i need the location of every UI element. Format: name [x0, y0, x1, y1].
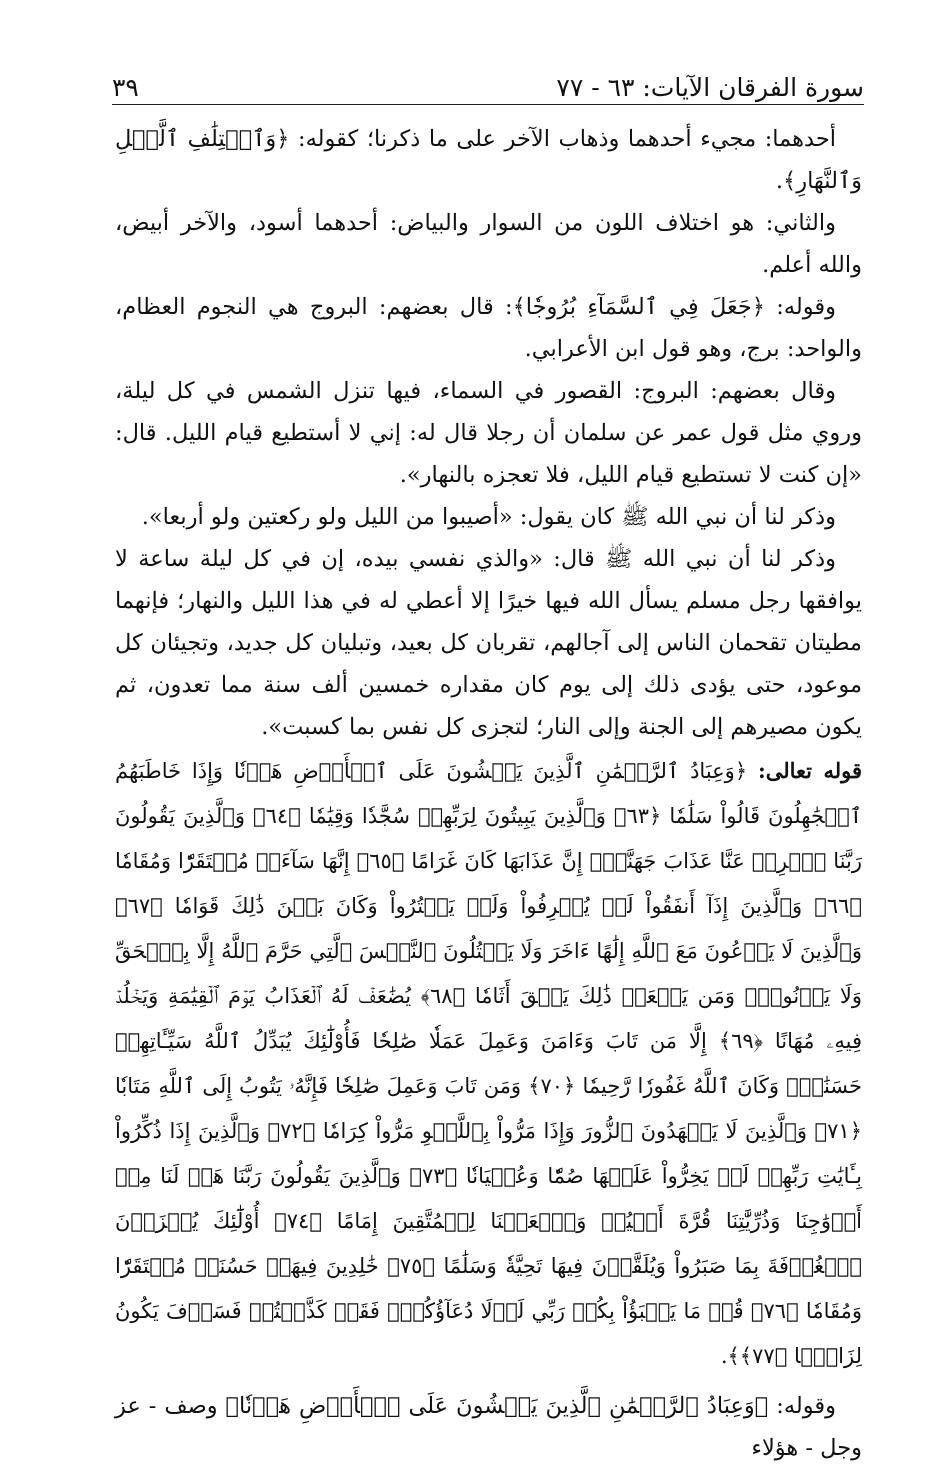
page-body	[115, 118, 862, 1469]
paragraph: وذكر لنا أن نبي الله ﷺ كان يقول: «أصيبوا من الليل ولو ركعتين ولو أربعا».	[141, 504, 836, 530]
paragraph: وقوله: ﴿وَعِبَادُ ٱلرَّحۡمَٰنِ ٱلَّذِينَ يَمۡشُونَ عَلَى ٱلۡأَرۡضِ هَوۡنٗا﴾ وصف - عز وجل - هؤلاء	[115, 1393, 862, 1461]
paragraph: وقوله: ﴿جَعَلَ فِي ٱلسَّمَآءِ بُرُوجٗا﴾: قال بعضهم: البروج هي النجوم العظام، والواحد: برج، وهو قول ابن الأعرابي.	[115, 294, 862, 362]
quran-text: ﴿وَعِبَادُ ٱلرَّحۡمَٰنِ ٱلَّذِينَ يَمۡشُونَ عَلَى ٱلۡأَرۡضِ هَوۡنٗا وَإِذَا خَاطَبَهُمُ ٱلۡجَٰهِلُونَ قَالُواْ سَلَٰمٗا ﴿٦٣﴾ وَٱلَّذِينَ يَبِيتُونَ لِرَبِّهِمۡ سُجَّدٗا وَقِيَٰمٗا ﴿٦٤﴾ وَٱلَّذِينَ يَقُولُونَ رَبَّنَا ٱصۡرِفۡ عَنَّا عَذَابَ جَهَنَّمَۖ إِنَّ عَذَابَهَا كَانَ غَرَامًا ﴿٦٥﴾ إِنَّهَا سَآءَتۡ مُسۡتَقَرّٗا وَمُقَامٗا ﴿٦٦﴾ وَٱلَّذِينَ إِذَآ أَنفَقُواْ لَمۡ يُسۡرِفُواْ وَلَمۡ يَقۡتُرُواْ وَكَانَ بَيۡنَ ذَٰلِكَ قَوَامٗا ﴿٦٧﴾ وَٱلَّذِينَ لَا يَدۡعُونَ مَعَ ٱللَّهِ إِلَٰهًا ءَاخَرَ وَلَا يَقۡتُلُونَ ٱلنَّفۡسَ ٱلَّتِي حَرَّمَ ٱللَّهُ إِلَّا بِٱلۡحَقِّ وَلَا يَزۡنُونَۚ وَمَن يَفۡعَلۡ ذَٰلِكَ يَلۡقَ أَثَامٗا ﴿٦٨﴾ يُضَٰعَفۡ لَهُ ٱلۡعَذَابُ يَوۡمَ ٱلۡقِيَٰمَةِ وَيَخۡلُدۡ فِيهِۦ مُهَانًا ﴿٦٩﴾ إِلَّا مَن تَابَ وَءَامَنَ وَعَمِلَ عَمَلٗا صَٰلِحٗا فَأُوْلَٰٓئِكَ يُبَدِّلُ ٱللَّهُ سَيِّـَٔاتِهِمۡ حَسَنَٰتٖۗ وَكَانَ ٱللَّهُ غَفُورٗا رَّحِيمٗا ﴿٧٠﴾ وَمَن تَابَ وَعَمِلَ صَٰلِحٗا فَإِنَّهُۥ يَتُوبُ إِلَى ٱللَّهِ مَتَابٗا ﴿٧١﴾ وَٱلَّذِينَ لَا يَشۡهَدُونَ ٱلزُّورَ وَإِذَا مَرُّواْ بِٱللَّغۡوِ مَرُّواْ كِرَامٗا ﴿٧٢﴾ وَٱلَّذِينَ إِذَا ذُكِّرُواْ بِـَٔايَٰتِ رَبِّهِمۡ لَمۡ يَخِرُّواْ عَلَيۡهَا صُمّٗا وَعُمۡيَانٗا ﴿٧٣﴾ وَٱلَّذِينَ يَقُولُونَ رَبَّنَا هَبۡ لَنَا مِنۡ أَزۡوَٰجِنَا وَذُرِّيَّٰتِنَا قُرَّةَ أَعۡيُنٖ وَٱجۡعَلۡنَا لِلۡمُتَّقِينَ إِمَامًا ﴿٧٤﴾ أُوْلَٰٓئِكَ يُجۡزَوۡنَ ٱلۡغُرۡفَةَ بِمَا صَبَرُواْ وَيُلَقَّوۡنَ فِيهَا تَحِيَّةٗ وَسَلَٰمًا ﴿٧٥﴾ خَٰلِدِينَ فِيهَاۚ حَسُنَتۡ مُسۡتَقَرّٗا وَمُقَامٗا ﴿٧٦﴾ قُلۡ مَا يَعۡبَؤُاْ بِكُمۡ رَبِّي لَوۡلَا دُعَآؤُكُمۡۖ فَقَدۡ كَذَّبۡتُمۡ فَسَوۡفَ يَكُونُ لِزَامَۢا ﴿٧٧﴾﴾.	[115, 759, 863, 1368]
quran-label: قوله تعالى:	[757, 758, 862, 783]
paragraph: أحدهما: مجيء أحدهما وذهاب الآخر على ما ذكرنا؛ كقوله: ﴿وَٱخۡتِلَٰفِ ٱلَّيۡلِ وَٱلنَّهَارِ﴾.	[115, 126, 862, 194]
quran-verses-block	[115, 748, 862, 1379]
page-number: ٣٩	[112, 73, 139, 102]
paragraph: وذكر لنا أن نبي الله ﷺ قال: «والذي نفسي بيده، إن في كل ليلة ساعة لا يوافقها رجل مسلم يسأل الله فيها خيرًا إلا أعطي له في هذا الليل والنهار؛ فإنهما مطيتان تقحمان الناس إلى آجالهم، تقربان كل بعيد، وتبليان كل جديد، وتجيئان كل موعود، حتى يؤدى ذلك إلى يوم كان مقداره خمسين ألف سنة مما تعدون، ثم يكون مصيرهم إلى الجنة وإلى النار؛ لتجزى كل نفس بما كسبت».	[115, 546, 862, 740]
header-rule	[112, 104, 864, 105]
paragraph: والثاني: هو اختلاف اللون من السوار والبياض: أحدهما أسود، والآخر أبيض، والله أعلم.	[115, 210, 862, 278]
running-title: سورة الفرقان الآيات: ٦٣ - ٧٧	[556, 73, 864, 102]
paragraph: وقال بعضهم: البروج: القصور في السماء، فيها تنزل الشمس في كل ليلة، وروي مثل قول عمر عن سلمان أن رجلا قال له: إني لا أستطيع قيام الليل. قال: «إن كنت لا تستطيع قيام الليل، فلا تعجزه بالنهار».	[115, 378, 862, 488]
page-header	[112, 62, 864, 102]
